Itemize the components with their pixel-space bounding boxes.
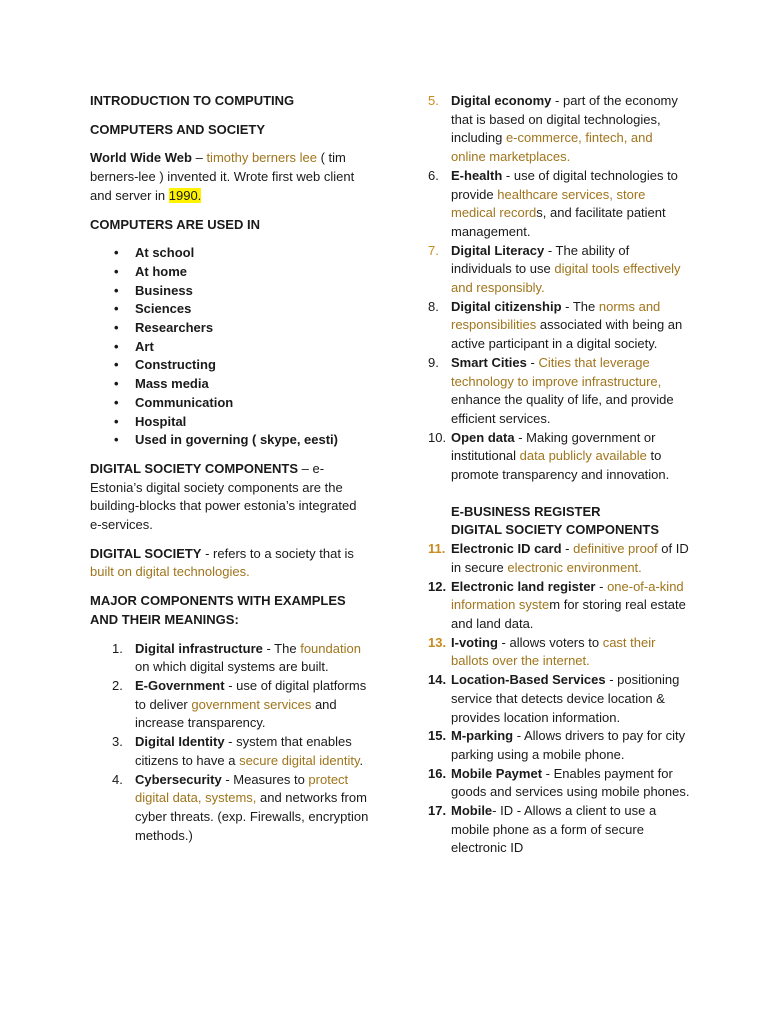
list-item: • Communication (90, 394, 370, 413)
highlighted-year: 1990. (168, 187, 202, 203)
list-item: • Researchers (90, 319, 370, 338)
digital-society-components-heading: DIGITAL SOCIETY COMPONENTS (451, 522, 660, 538)
dsc-paragraph: DIGITAL SOCIETY COMPONENTS – e-Estonia’s digital society components are the building-blocks that power estonia’s integrated e-services. (90, 460, 357, 533)
list-item: 8. Digital citizenship - The norms and responsibilities associated with being an active participant in a digital society. (428, 298, 683, 352)
doc-subtitle: COMPUTERS AND SOCIETY (90, 121, 266, 137)
list-item: 14. Location-Based Services - positioning service that detects device location & provides location information. (428, 672, 680, 725)
left-column (90, 92, 370, 845)
list-item: • Business (90, 282, 370, 301)
www-paragraph: World Wide Web – timothy berners lee ( tim berners-lee ) invented it. Wrote first web client and server in 1990. (90, 150, 355, 203)
used-in-list (90, 244, 370, 450)
e-business-register-heading: E-BUSINESS REGISTER (451, 503, 601, 519)
list-item: 6. E-health - use of digital technologies to provide healthcare services, store medical records, and facilitate patient management. (428, 167, 678, 239)
list-item: 12. Electronic land register - one-of-a-kind information system for storing real estate and land data. (428, 578, 686, 631)
list-item: 10. Open data - Making government or institutional data publicly available to promote transparency and innovation. (428, 429, 670, 483)
major-components-list (90, 640, 370, 846)
list-item: • Mass media (90, 375, 370, 394)
major-components-heading: MAJOR COMPONENTS WITH EXAMPLES AND THEIR MEANINGS: (90, 593, 346, 627)
list-item: 3. Digital Identity - system that enables citizens to have a secure digital identity. (112, 734, 364, 768)
list-item: 16. Mobile Paymet - Enables payment for goods and services using mobile phones. (428, 765, 690, 800)
list-item: • Constructing (90, 356, 370, 375)
list-item: • Hospital (90, 413, 370, 432)
list-item: 9. Smart Cities - Cities that leverage technology to improve infrastructure, enhance the quality of life, and provide efficient services. (428, 354, 674, 426)
list-item: • Used in governing ( skype, eesti) (90, 431, 370, 450)
list-item: • At home (90, 263, 370, 282)
list-item: • At school (90, 244, 370, 263)
list-item: 4. Cybersecurity - Measures to protect digital data, systems, and networks from cyber threats. (exp. Firewalls, encryption methods.) (112, 771, 369, 843)
used-in-heading: COMPUTERS ARE USED IN (90, 216, 260, 232)
list-item: 1. Digital infrastructure - The foundation on which digital systems are built. (112, 640, 361, 675)
list-item: 17. Mobile- ID - Allows a client to use a mobile phone as a form of secure electronic ID (428, 803, 657, 856)
list-item: 5. Digital economy - part of the economy that is based on digital technologies, including e-commerce, fintech, and online marketplaces. (428, 93, 678, 165)
list-item: 11. Electronic ID card - definitive proof of ID in secure electronic environment. (428, 541, 689, 575)
list-item: 15. M-parking - Allows drivers to pay for city parking using a mobile phone. (428, 728, 686, 762)
doc-title: INTRODUCTION TO COMPUTING (90, 93, 295, 108)
ds-paragraph: DIGITAL SOCIETY - refers to a society that is built on digital technologies. (90, 545, 354, 580)
list-item: 13. I-voting - allows voters to cast their ballots over the internet. (428, 634, 656, 669)
list-item: 7. Digital Literacy - The ability of individuals to use digital tools effectively and responsibly. (428, 242, 681, 296)
list-item: 2. E-Government - use of digital platforms to deliver government services and increase transparency. (112, 677, 367, 731)
right-column (428, 92, 690, 858)
list-item: • Sciences (90, 300, 370, 319)
list-item: • Art (90, 338, 370, 357)
